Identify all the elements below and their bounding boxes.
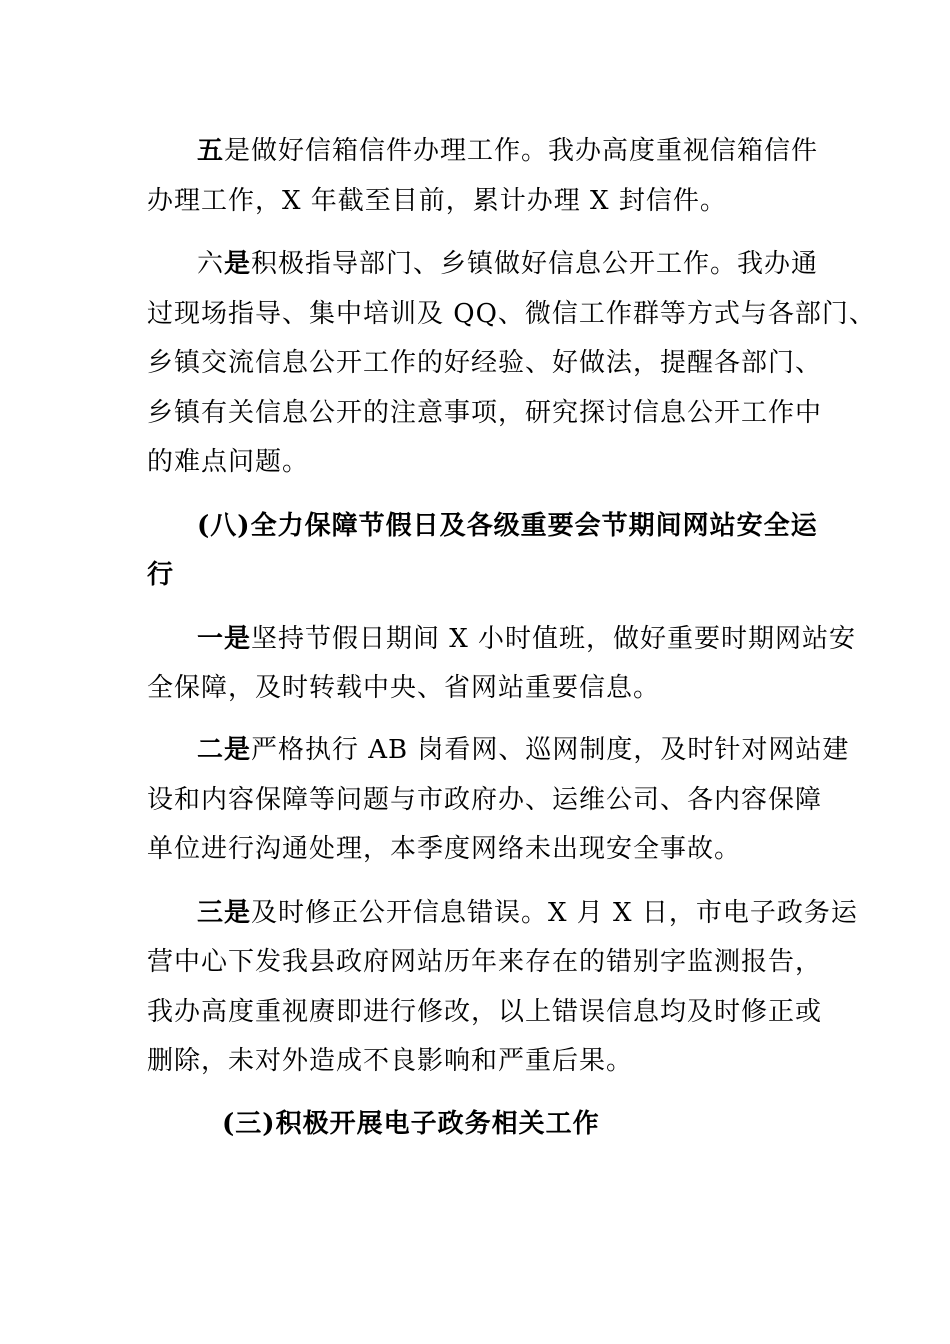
- section-8-paragraph-1-line-1: [197, 621, 856, 657]
- paragraph-6-line-4: 乡镇有关信息公开的注意事项，研究探讨信息公开工作中: [147, 398, 823, 428]
- paragraph-6-lead: 是: [224, 249, 252, 279]
- paragraph-6-line-2: 过现场指导、集中培训及 QQ、微信工作群等方式与各部门、: [147, 299, 876, 329]
- paragraph-6-line-3: 乡镇交流信息公开工作的好经验、好做法，提醒各部门、: [147, 348, 823, 378]
- section-8-paragraph-1-lead: 一是: [197, 624, 252, 654]
- section-8-heading-line-2: 行: [147, 560, 175, 590]
- paragraph-6-line-1: [197, 246, 818, 282]
- section-8-paragraph-1-line-1-text: 坚持节假日期间 X 小时值班，做好重要时期网站安: [251, 624, 857, 654]
- section-8-paragraph-3-lead: 三是: [197, 898, 252, 928]
- paragraph-6-line-5: 的难点问题。: [147, 447, 310, 477]
- section-8-paragraph-3-line-1-text: 及时修正公开信息错误。X 月 X 日，市电子政务运: [251, 898, 858, 928]
- paragraph-5-line-1-text: 是做好信箱信件办理工作。我办高度重视信箱信件: [224, 136, 819, 166]
- paragraph-6-line-1-text: 积极指导部门、乡镇做好信息公开工作。我办通: [251, 249, 819, 279]
- section-8-paragraph-2-lead: 二是: [197, 735, 252, 765]
- section-8-paragraph-1-line-2: 全保障，及时转载中央、省网站重要信息。: [147, 673, 661, 703]
- section-8-paragraph-2-line-3: 单位进行沟通处理，本季度网络未出现安全事故。: [147, 834, 742, 864]
- paragraph-5-lead: 五: [197, 136, 225, 166]
- section-9-heading: (三)积极开展电子政务相关工作: [222, 1109, 600, 1139]
- paragraph-6-number: 六: [197, 249, 225, 279]
- section-8-paragraph-3-line-2: 营中心下发我县政府网站历年来存在的错别字监测报告，: [147, 947, 823, 977]
- section-8-paragraph-3-line-4: 删除，未对外造成不良影响和严重后果。: [147, 1046, 634, 1076]
- section-8-paragraph-2-line-1-text: 严格执行 AB 岗看网、巡网制度，及时针对网站建: [251, 735, 850, 765]
- paragraph-5-line-1: [197, 133, 818, 169]
- paragraph-5-line-2: 办理工作，X 年截至目前，累计办理 X 封信件。: [147, 186, 727, 216]
- section-8-paragraph-2-line-2: 设和内容保障等问题与市政府办、运维公司、各内容保障: [147, 785, 823, 815]
- section-8-paragraph-3-line-3: 我办高度重视赓即进行修改，以上错误信息均及时修正或: [147, 997, 823, 1027]
- section-8-paragraph-3-line-1: [197, 895, 858, 931]
- section-8-heading-line-1: (八)全力保障节假日及各级重要会节期间网站安全运: [197, 511, 818, 541]
- section-8-paragraph-2-line-1: [197, 732, 849, 768]
